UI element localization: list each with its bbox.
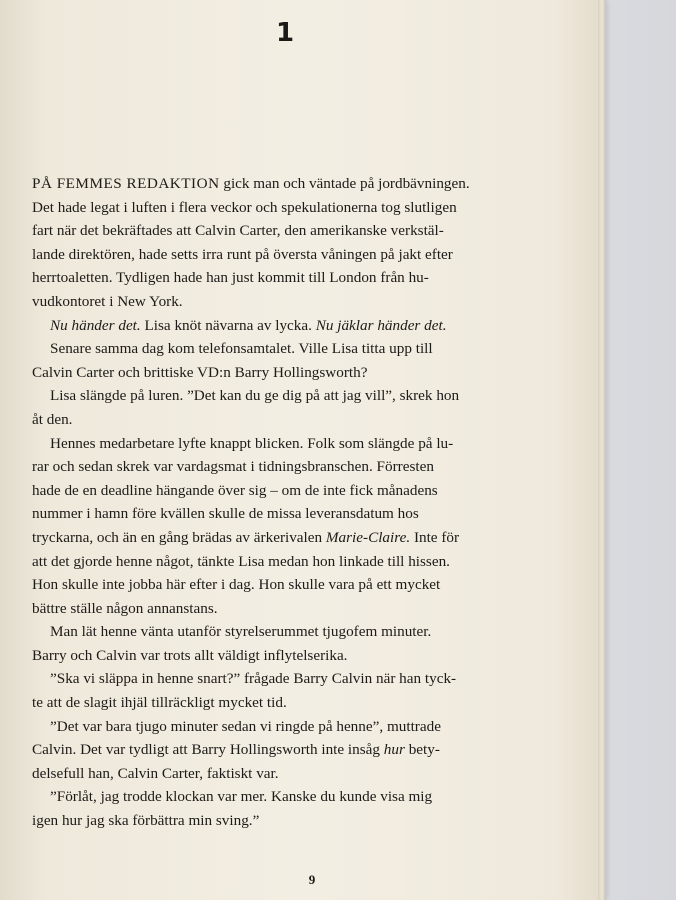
text-line: igen hur jag ska förbättra min sving.” [32,812,260,830]
text-line: Calvin. Det var tydligt att Barry Hollingsworth inte insåg hur bety- [32,741,440,759]
page-edge [598,0,606,900]
text-line: att det gjorde henne något, tänkte Lisa medan hon linkade till hissen. [32,552,450,570]
text-line: Hennes medarbetare lyfte knappt blicken. Folk som slängde på lu- [50,434,454,452]
text-line: Senare samma dag kom telefonsamtalet. Ville Lisa titta upp till [50,340,433,358]
text-line: Det hade legat i luften i flera veckor och spekulationerna tog slutligen [32,198,457,216]
italic-text: Nu händer det. [50,316,141,334]
opening-small-caps: PÅ FEMMES REDAKTION [32,175,220,192]
text-line: Lisa slängde på luren. ”Det kan du ge dig på att jag vill”, skrek hon [50,387,460,405]
text-line: vudkontoret i New York. [32,292,183,310]
text-line: Barry och Calvin var trots allt väldigt inflytelserika. [32,646,348,664]
text-line: ”Det var bara tjugo minuter sedan vi ringde på henne”, muttrade [50,717,441,735]
text-line: delsefull han, Calvin Carter, faktiskt var. [32,764,279,782]
text-line: Man lät henne vänta utanför styrelserummet tjugofem minuter. [50,623,432,641]
text-line: lande direktören, hade setts irra runt på översta våningen på jakt efter [32,245,453,263]
text-line: bättre ställe någon annanstans. [32,599,218,617]
text-line: ”Förlåt, jag trodde klockan var mer. Kanske du kunde visa mig [50,788,433,806]
text-line: Calvin Carter och brittiske VD:n Barry Hollingsworth? [32,363,368,381]
paragraph-2-line-1: Nu händer det. Lisa knöt nävarna av lycka. Nu jäklar händer det. [50,316,447,334]
text-line: hade de en deadline hängande över sig – om de inte fick månadens [32,481,438,499]
text-line: tryckarna, och än en gång brädas av ärkerivalen Marie-Claire. Inte för [32,528,460,546]
page-number: 9 [308,872,316,887]
text-line: ”Ska vi släppa in henne snart?” frågade Barry Calvin när han tyck- [50,670,457,688]
text-line: te att de slagit ihjäl tillräckligt mycket tid. [32,694,287,712]
text-line: fart när det bekräftades att Calvin Carter, den amerikanske verkstäl- [32,222,444,240]
italic-text: Nu jäklar händer det. [315,316,447,334]
chapter-number: 1 [275,18,295,48]
paragraph-1-line-1: PÅ FEMMES REDAKTION gick man och väntade på jordbävningen. [32,175,470,192]
text-line: rar och sedan skrek var vardagsmat i tidningsbranschen. Förresten [32,458,434,476]
italic-text: Marie-Claire. [325,528,411,546]
chapter-text [32,172,552,833]
text-line: nummer i hamn före kvällen skulle de missa leveransdatum hos [32,505,419,523]
italic-text: hur [383,741,405,759]
text-line: åt den. [32,410,73,428]
text-line: Hon skulle inte jobba här efter i dag. Hon skulle vara på ett mycket [32,576,441,594]
text-line: herrtoaletten. Tydligen hade han just kommit till London från hu- [32,269,429,287]
